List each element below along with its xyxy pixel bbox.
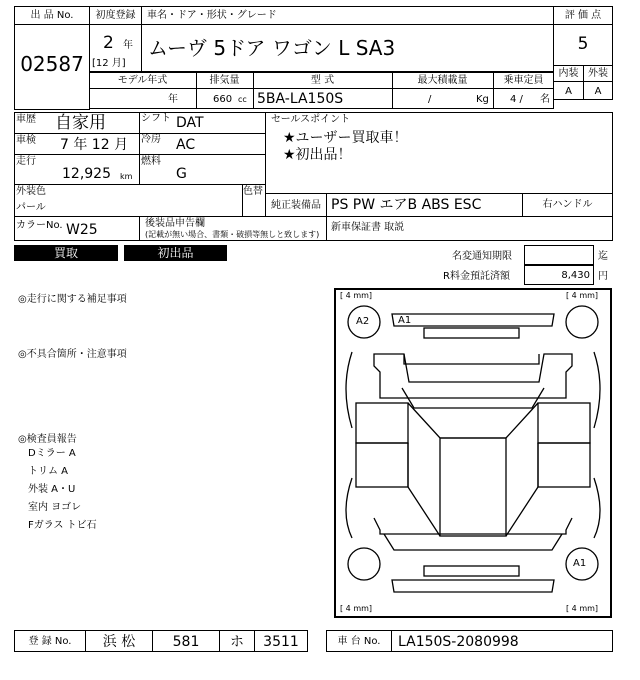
damage-mark-rear-right: A1 <box>573 558 587 569</box>
sales-points-label: セールスポイント <box>271 114 351 125</box>
aftermarket-label: 後装品申告欄 <box>145 218 205 229</box>
purchase-tag: 買取 <box>14 245 118 261</box>
ac-value: AC <box>176 137 196 153</box>
name-label: 車名・ドア・形状・グレード <box>147 10 277 21</box>
exterior-label: 外装 <box>588 68 608 79</box>
inspector-line-4: 室内 ヨゴレ <box>28 502 82 513</box>
chassis-label: 車 台 No. <box>337 636 381 647</box>
tire-rear-left: [ 4 mm] <box>340 604 373 613</box>
equipment-label: 純正装備品 <box>271 200 321 211</box>
history-value: 自家用 <box>55 113 106 133</box>
sales-point-2: ★初出品！ <box>283 147 352 163</box>
mileage-label: 走行 <box>16 156 36 167</box>
lot-label: 出 品 No. <box>30 10 74 21</box>
displacement-label: 排気量 <box>209 75 240 86</box>
first-reg-year-unit: 年 <box>123 40 133 51</box>
color-label: 外装色 <box>16 186 46 197</box>
inspector-line-2: トリム A <box>28 466 69 477</box>
tire-front-left: [ 4 mm] <box>340 291 373 300</box>
inspector-label: ◎検査員報告 <box>18 434 77 445</box>
reg-kana: ホ <box>230 634 244 650</box>
capacity-unit: 名 <box>540 94 550 105</box>
interior-label: 内装 <box>558 68 579 79</box>
car-name: ムーヴ 5ドア ワゴン L SA3 <box>148 36 396 60</box>
ac-label: 冷房 <box>141 134 161 145</box>
warranty-value: 新車保証書 取説 <box>331 222 405 233</box>
car-diagram-drawing <box>334 288 612 618</box>
first-reg-year: 2 <box>103 33 114 53</box>
recycle-unit: 円 <box>598 271 608 282</box>
damage-mark-front-bumper: A1 <box>398 315 412 326</box>
max-load-unit: Kg <box>476 94 489 105</box>
inspector-line-3: 外装 A・U <box>28 484 76 495</box>
mileage-value: 12,925 <box>62 166 111 182</box>
first-reg-month: [12 月] <box>92 58 126 69</box>
reg-label: 登 録 No. <box>28 636 72 647</box>
type-label: 型 式 <box>310 75 335 86</box>
type-value: 5BA-LA150S <box>257 91 344 107</box>
displacement-unit: cc <box>238 95 247 104</box>
inspector-line-1: Dミラー A <box>28 448 76 459</box>
inspection-label: 車検 <box>16 135 36 146</box>
tire-rear-right: [ 4 mm] <box>566 604 599 613</box>
name-change-label: 名変通知期限 <box>452 251 512 262</box>
color-no-label: カラーNo. <box>16 220 63 231</box>
inspection-value: 7 年 12 月 <box>60 137 129 153</box>
name-change-cell <box>524 245 594 265</box>
reg-number: 3511 <box>263 634 299 650</box>
shift-label: シフト <box>141 113 171 124</box>
reg-class: 581 <box>172 634 200 650</box>
name-change-unit: 迄 <box>598 251 608 262</box>
model-year-label: モデル年式 <box>117 75 168 86</box>
displacement-value: 660 <box>213 94 233 105</box>
driving-notes-label: ◎走行に関する補足事項 <box>18 294 127 305</box>
mileage-unit: km <box>120 172 133 181</box>
capacity-label: 乗車定員 <box>503 75 544 86</box>
score-value: 5 <box>577 34 589 54</box>
first-reg-label: 初度登録 <box>95 10 136 21</box>
inspector-line-5: Fガラス トビ石 <box>28 520 97 531</box>
color-value: パール <box>16 202 46 213</box>
max-load-label: 最大積載量 <box>417 75 468 86</box>
defects-label: ◎不具合箇所・注意事項 <box>18 349 127 360</box>
model-year-unit: 年 <box>168 94 178 105</box>
color-no-value: W25 <box>66 222 98 238</box>
recycle-value: 8,430 <box>561 270 590 281</box>
chassis-value: LA150S-2080998 <box>398 634 519 650</box>
lot-number: 02587 <box>20 52 84 76</box>
fuel-label: 燃料 <box>141 156 161 167</box>
recycle-label: R料金預託済額 <box>443 271 510 282</box>
equipment-value: PS PW エアB ABS ESC <box>331 197 482 213</box>
max-load-slash: / <box>428 94 432 105</box>
exterior-grade: A <box>594 86 602 97</box>
interior-grade: A <box>565 86 572 97</box>
reg-area: 浜 松 <box>102 634 136 650</box>
color-cell <box>14 184 243 217</box>
aftermarket-note: (記載が無い場合、書類・破損等無しと致します) <box>145 230 320 239</box>
damage-mark-front-left: A2 <box>356 316 370 327</box>
repaint-label: 色替 <box>243 186 263 197</box>
first-listing-tag: 初出品 <box>124 245 227 261</box>
score-label: 評 価 点 <box>564 10 602 21</box>
fuel-value: G <box>176 166 187 182</box>
shift-value: DAT <box>176 115 204 131</box>
handle-value: 右ハンドル <box>542 199 593 210</box>
capacity-value: 4 / <box>510 94 523 105</box>
tire-front-right: [ 4 mm] <box>566 291 599 300</box>
history-label: 車歴 <box>16 114 36 125</box>
sales-point-1: ★ユーザー買取車！ <box>283 130 408 146</box>
